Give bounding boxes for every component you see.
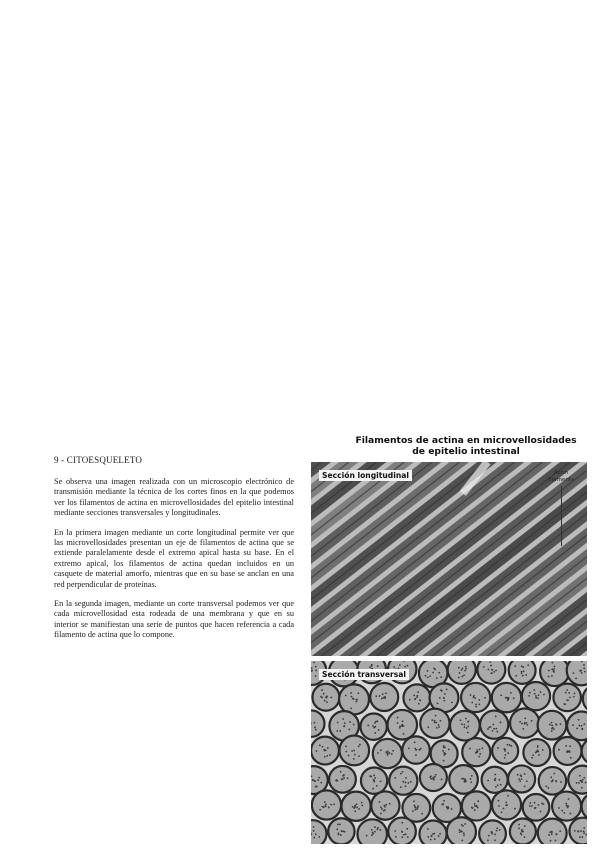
transversal-micrograph [311, 661, 587, 844]
figure-title-line1: Filamentos de actina en microvellosidades [355, 435, 577, 446]
longitudinal-section-image [311, 462, 587, 656]
paragraph-longitudinal: En la primera imagen mediante un corte longitudinal permite ver que las microvellosidades presentan un eje de filamentos de actina que se extiende paralelamente desde el extremo apical hasta su base. En el extremo apical, los filamentos de actina quedan incluidos en un casquete de material amorfo, mientras que en su base se anclan en una red perpendicular de proteínas. [54, 527, 294, 589]
micrograph-figure [311, 436, 587, 844]
figure-title-line2: de epitelio intestinal [412, 445, 520, 457]
section-heading: 9 - CITOESQUELETO [54, 455, 143, 465]
annotation-line1: Actin [553, 470, 569, 476]
figure-title [311, 436, 587, 460]
text-column [54, 455, 294, 650]
paragraph-transversal: En la segunda imagen, mediante un corte transversal podemos ver que cada microvellosidad esta rodeada de una membrana y que en su interior se manifiestan una serie de puntos que hacen referencia a cada filamento de actina que lo compone. [54, 599, 294, 640]
actin-filaments-annotation [541, 470, 581, 483]
transversal-section-label: Sección transversal [319, 669, 409, 680]
longitudinal-section-label: Sección longitudinal [319, 470, 412, 481]
transversal-section-image [311, 661, 587, 844]
paragraph-intro: Se observa una imagen realizada con un microscopio electrónico de transmisión mediante la técnica de los cortes finos en la que podemos ver los filamentos de actina en microvellosidades del epitelio intestinal mediante secciones transversales y longitudinales. [54, 477, 294, 518]
annotation-line2: filaments [547, 476, 575, 483]
longitudinal-micrograph [311, 462, 587, 656]
annotation-pointer [561, 486, 562, 546]
